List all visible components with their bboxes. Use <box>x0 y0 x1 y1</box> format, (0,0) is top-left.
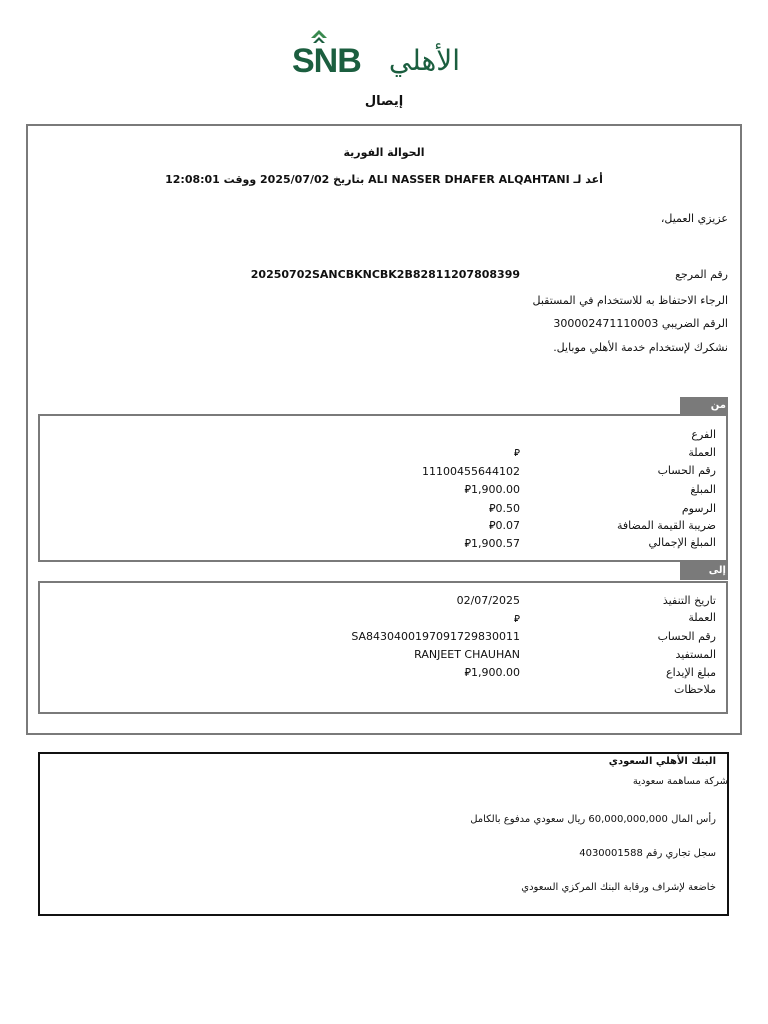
document-title: إيصال <box>364 94 404 109</box>
to-deposit-amount-value: ⃁1,900.00 <box>464 666 520 679</box>
to-currency-value: ⃁ <box>514 614 520 625</box>
from-total-label: المبلغ الإجمالي <box>648 536 716 549</box>
to-section-tab: إلى <box>680 562 728 580</box>
snb-logo <box>290 30 462 82</box>
to-beneficiary-value: RANJEET CHAUHAN <box>414 648 520 661</box>
reference-label: رقم المرجع <box>675 268 728 281</box>
thanks-note: نشكرك لإستخدام خدمة الأهلي موبايل. <box>553 341 728 354</box>
footer-capital: رأس المال 60,000,000,000 ريال سعودي مدفوع بالكامل <box>470 814 716 825</box>
from-fees-value: ⃁0.50 <box>488 502 520 515</box>
to-exec-date-label: تاريخ التنفيذ <box>662 594 716 607</box>
generated-for-line: أعد لـ ALI NASSER DHAFER ALQAHTANI بتاريخ 2025/07/02 ووقت 12:08:01 <box>165 173 603 186</box>
footer-bank-name: البنك الأهلي السعودي <box>608 756 716 767</box>
to-exec-date-value: 02/07/2025 <box>456 594 520 607</box>
to-account-label: رقم الحساب <box>657 630 716 643</box>
from-account-value: 11100455644102 <box>422 465 520 478</box>
from-currency-value: ⃁ <box>514 448 520 459</box>
from-branch-label: الفرع <box>691 428 716 441</box>
to-deposit-amount-label: مبلغ الإيداع <box>666 666 716 679</box>
logo-latin-text: SNB <box>292 42 361 80</box>
from-currency-label: العملة <box>688 446 716 459</box>
footer-commercial-register: سجل تجاري رقم 4030001588 <box>579 848 716 859</box>
greeting: عزيزي العميل، <box>660 212 728 225</box>
from-section-tab: من <box>680 397 728 415</box>
from-account-label: رقم الحساب <box>657 464 716 477</box>
to-beneficiary-label: المستفيد <box>675 648 716 661</box>
from-section <box>38 414 728 562</box>
from-amount-label: المبلغ <box>690 483 716 496</box>
to-notes-label: ملاحظات <box>674 683 716 696</box>
from-vat-label: ضريبة القيمة المضافة <box>616 519 716 532</box>
logo-arabic-text: الأهلي <box>388 44 460 77</box>
reference-number: 20250702SANCBKNCBK2B82811207808399 <box>250 268 520 281</box>
footer-supervision: خاضعة لإشراف ورقابة البنك المركزي السعودي <box>521 882 716 893</box>
from-fees-label: الرسوم <box>681 502 716 515</box>
to-section <box>38 581 728 714</box>
keep-note: الرجاء الاحتفاظ به للاستخدام في المستقبل <box>532 294 728 307</box>
tax-number-line: الرقم الضريبي 300002471110003 <box>553 317 728 330</box>
footer-company-type: شركة مساهمة سعودية <box>632 776 728 787</box>
from-amount-value: ⃁1,900.00 <box>464 483 520 496</box>
to-account-value: SA8430400197091729830011 <box>351 630 520 643</box>
transfer-type-title: الحوالة الفورية <box>343 146 425 159</box>
from-total-value: ⃁1,900.57 <box>464 537 520 550</box>
from-vat-value: ⃁0.07 <box>488 519 520 532</box>
to-currency-label: العملة <box>688 611 716 624</box>
